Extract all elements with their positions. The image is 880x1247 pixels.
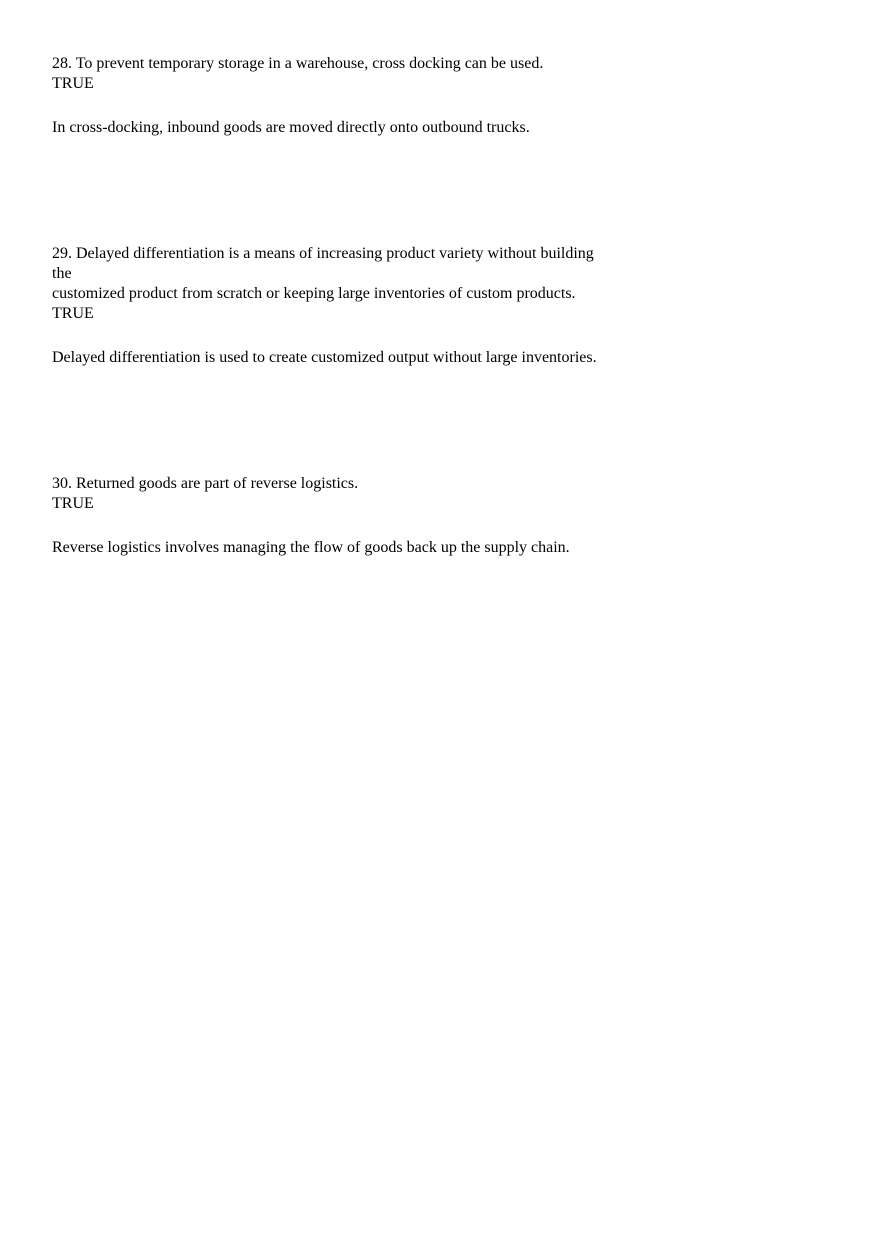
- question-statement: 29. Delayed differentiation is a means of increasing product variety without building: [52, 245, 594, 262]
- question-statement: the: [52, 265, 72, 282]
- question-29: [52, 244, 752, 368]
- question-statement: 28. To prevent temporary storage in a warehouse, cross docking can be used.: [52, 55, 544, 72]
- answer-label: TRUE: [52, 305, 94, 322]
- question-28: [52, 54, 752, 138]
- answer-explanation: Delayed differentiation is used to create customized output without large inventories.: [52, 349, 597, 366]
- question-30: [52, 474, 752, 558]
- question-statement: 30. Returned goods are part of reverse logistics.: [52, 475, 359, 492]
- question-statement: customized product from scratch or keeping large inventories of custom products.: [52, 285, 576, 302]
- answer-label: TRUE: [52, 495, 94, 512]
- answer-explanation: In cross-docking, inbound goods are moved directly onto outbound trucks.: [52, 119, 530, 136]
- answer-label: TRUE: [52, 75, 94, 92]
- answer-explanation: Reverse logistics involves managing the flow of goods back up the supply chain.: [52, 539, 570, 556]
